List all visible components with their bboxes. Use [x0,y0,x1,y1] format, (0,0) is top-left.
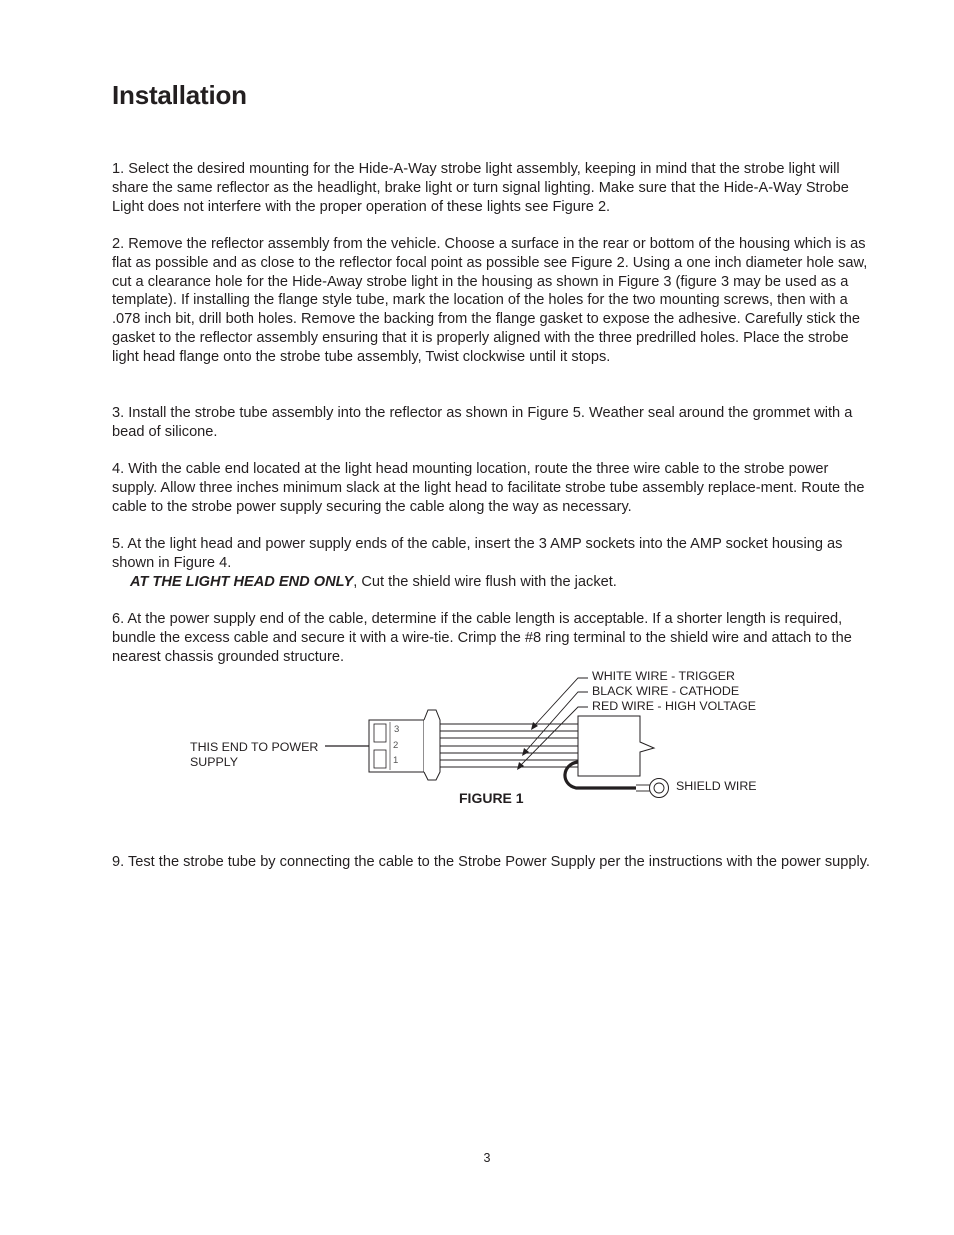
figure-1 [0,664,954,814]
step-2: 2. Remove the reflector assembly from the vehicle. Choose a surface in the rear or bottom of the housing which is as flat as possible and as close to the reflector focal point as possible see Figure 2. Using a one inch diameter hole saw, cut a clearance hole for the Hide-Away strobe light in the housing as shown in Figure 3 (figure 3 may be used as a template). If installing the flange style tube, mark the location of the holes for the two mounting screws, then with a .078 inch bit, drill both holes. Remove the backing from the flange gasket to expose the adhesive. Carefully stick the gasket to the reflector assembly ensuring that it is properly aligned with the three predrilled holes. Place the strobe light head flange onto the strobe tube assembly, Twist clockwise until it stops. [112,236,868,365]
figure-caption: FIGURE 1 [459,790,524,806]
step-5-note-text: , Cut the shield wire flush with the jacket. [353,574,617,590]
step-1: 1. Select the desired mounting for the Hide-A-Way strobe light assembly, keeping in mind that the strobe light will share the same reflector as the headlight, brake light or turn signal lighting. Make sure that the Hide-A-Way Strobe Light does not interfere with the proper operation of these lights see Figure 2. [112,161,849,215]
step-6: 6. At the power supply end of the cable, determine if the cable length is acceptable. If a shorter length is required, bundle the excess cable and secure it with a wire-tie. Crimp the #8 ring terminal to the shield wire and attach to the nearest chassis grounded structure. [112,611,852,665]
step-5-note [112,573,872,592]
label-white-wire: WHITE WIRE - TRIGGER [592,669,735,683]
label-power-end: THIS END TO POWER SUPPLY [190,740,319,769]
pin-label-3: 3 [394,724,400,735]
pin-label-1: 1 [393,755,399,766]
pin-label-2: 2 [393,740,399,751]
step-3: 3. Install the strobe tube assembly into the reflector as shown in Figure 5. Weather seal around the grommet with a bead of silicone. [112,405,853,440]
step-9: 9. Test the strobe tube by connecting the cable to the Strobe Power Supply per the instructions with the power supply. [112,854,870,870]
label-black-wire: BLACK WIRE - CATHODE [592,684,740,698]
step-4: 4. With the cable end located at the light head mounting location, route the three wire cable to the strobe power supply. Allow three inches minimum slack at the light head to facilitate strobe tube assembly replace-ment. Route the cable to the strobe power supply securing the cable along the way as necessary. [112,461,865,515]
step-5: 5. At the light head and power supply ends of the cable, insert the 3 AMP sockets into the AMP socket housing as shown in Figure 4. [112,536,843,571]
amp-connector-flange [424,710,440,780]
cable-jacket-end [578,716,654,776]
label-red-wire: RED WIRE - HIGH VOLTAGE [592,699,757,713]
page-title: Installation [112,80,247,110]
pin-slot-3 [374,724,386,742]
label-shield-wire: SHIELD WIRE [676,779,757,793]
pin-slot-1 [374,750,386,768]
page-number: 3 [483,1151,491,1165]
step-5-note-emphasis: AT THE LIGHT HEAD END ONLY [130,574,354,590]
